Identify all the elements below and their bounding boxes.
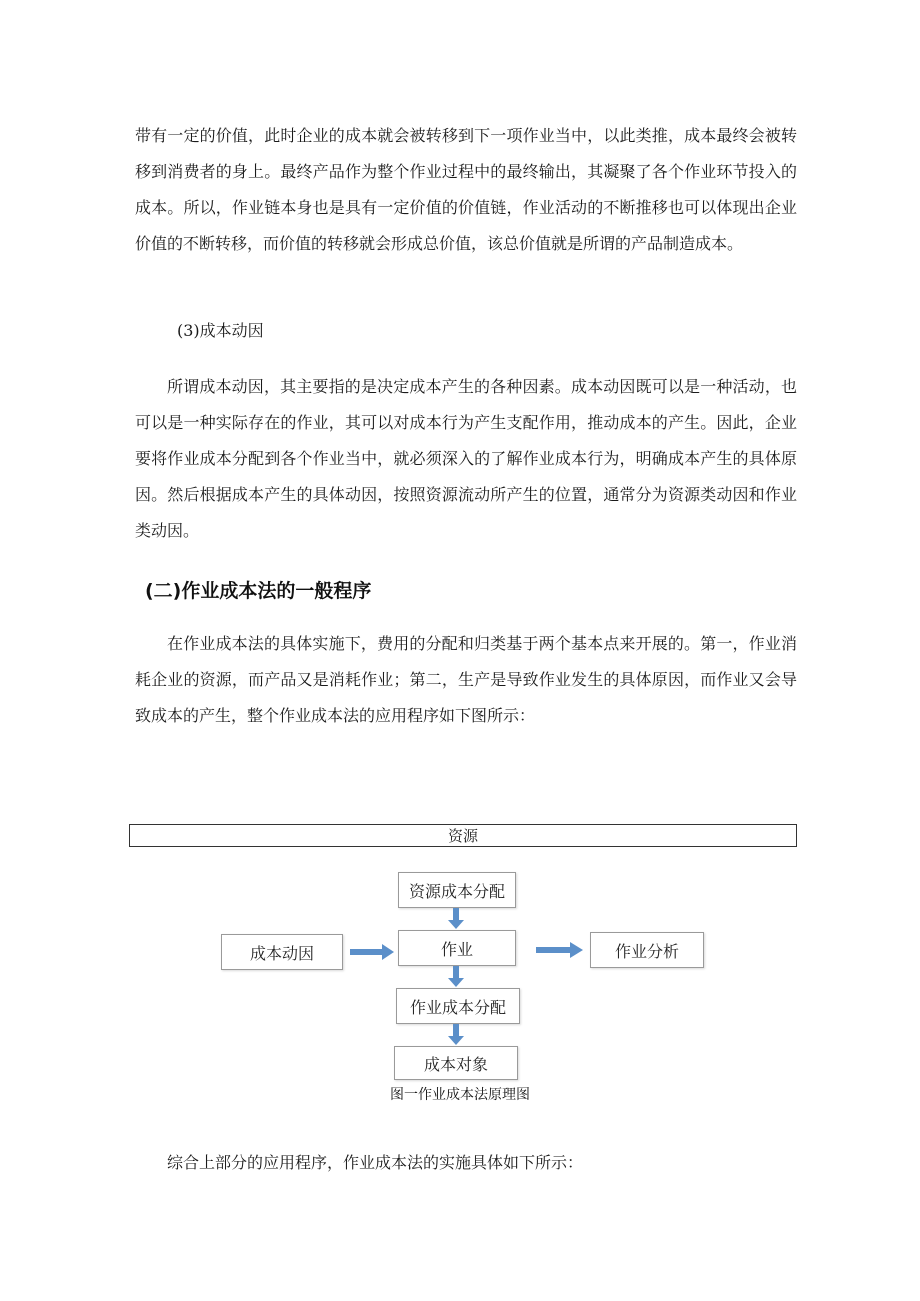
cost-object-box: 成本对象 — [394, 1046, 518, 1080]
paragraph-3: 在作业成本法的具体实施下，费用的分配和归类基于两个基本点来开展的。第一，作业消耗企业的资源，而产品又是消耗作业；第二，生产是导致作业发生的具体原因，而作业又会导致成本的产生，整个作业成本法的应用程序如下图所示： — [135, 634, 797, 725]
activity-analysis-box: 作业分析 — [590, 932, 704, 968]
figure-caption: 图一作业成本法原理图 — [390, 1087, 530, 1103]
arrow-down-1 — [448, 908, 464, 929]
arrow-down-2 — [448, 966, 464, 987]
arrow-down-3 — [448, 1024, 464, 1045]
paragraph-4: 综合上部分的应用程序，作业成本法的实施具体如下所示： — [167, 1153, 584, 1172]
subheading-cost-driver: (3)成本动因 — [177, 321, 264, 340]
section-title: (二)作业成本法的一般程序 — [145, 580, 372, 602]
activity-box: 作业 — [398, 930, 516, 966]
resource-cost-allocation-box: 资源成本分配 — [398, 872, 516, 908]
activity-cost-allocation-box: 作业成本分配 — [396, 988, 520, 1024]
paragraph-2: 所谓成本动因，其主要指的是决定成本产生的各种因素。成本动因既可以是一种活动，也可以是一种实际存在的作业，其可以对成本行为产生支配作用，推动成本的产生。因此，企业要将作业成本分配到各个作业当中，就必须深入的了解作业成本行为，明确成本产生的具体原因。然后根据成本产生的具体动因，按照资源流动所产生的位置，通常分为资源类动因和作业类动因。 — [135, 377, 797, 540]
resources-bar: 资源 — [129, 824, 797, 847]
arrow-right-2 — [536, 942, 583, 958]
paragraph-1: 带有一定的价值，此时企业的成本就会被转移到下一项作业当中，以此类推，成本最终会被转移到消费者的身上。最终产品作为整个作业过程中的最终输出，其凝聚了各个作业环节投入的成本。所以，作业链本身也是具有一定价值的价值链，作业活动的不断推移也可以体现出企业价值的不断转移，而价值的转移就会形成总价值，该总价值就是所谓的产品制造成本。 — [135, 126, 797, 253]
cost-driver-box: 成本动因 — [221, 934, 343, 970]
arrow-right-1 — [350, 944, 394, 960]
